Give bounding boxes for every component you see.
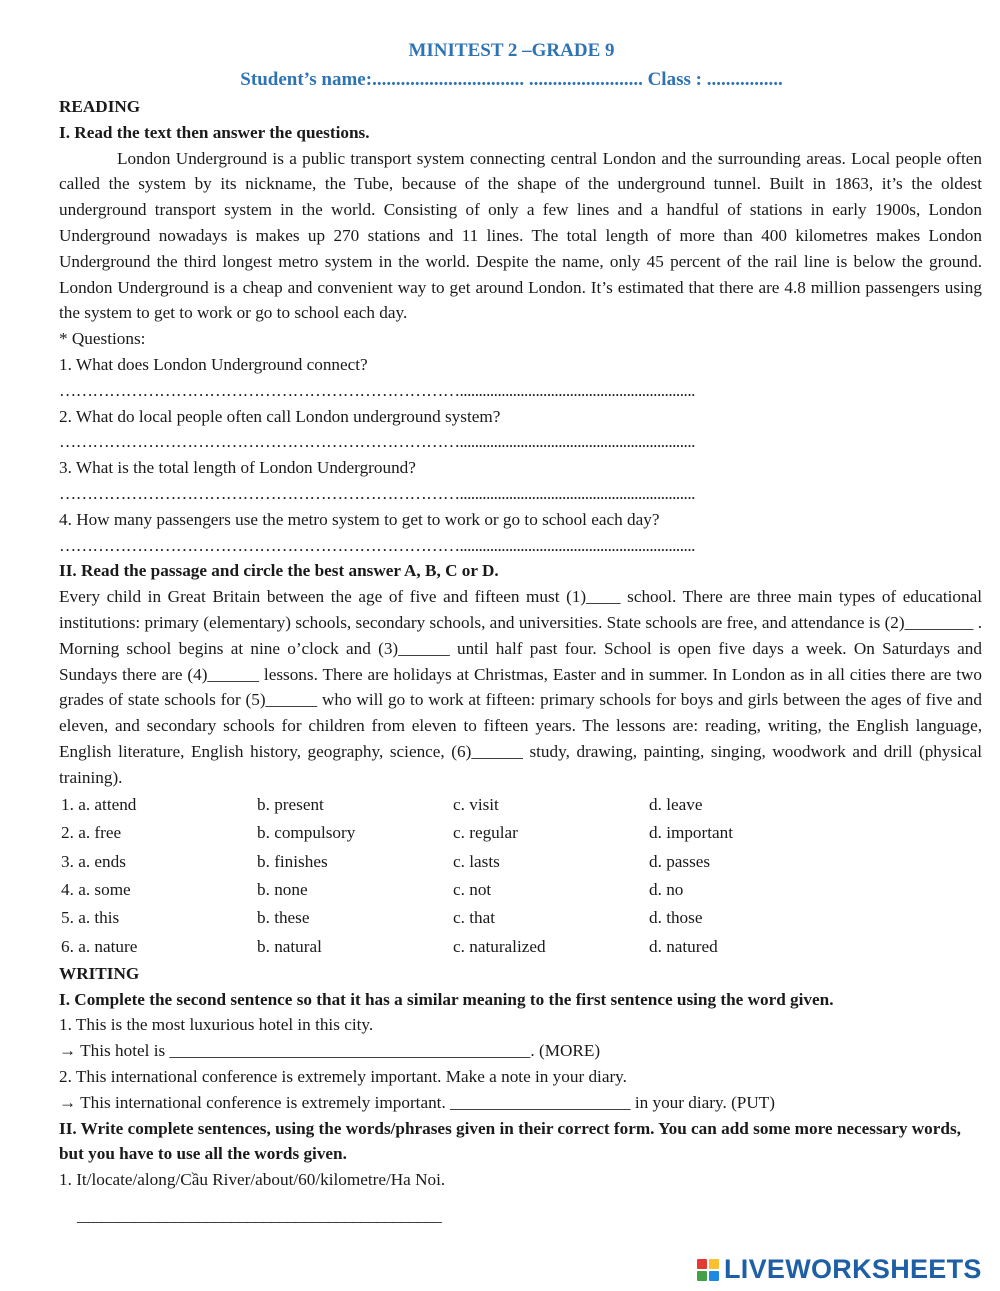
option-5d[interactable]: d. those: [649, 908, 703, 928]
option-1c[interactable]: c. visit: [453, 794, 499, 814]
writing-item-2-answer[interactable]: → This international conference is extremely important. _____________________ in your diary. (PUT): [59, 1092, 775, 1112]
answer-line-3[interactable]: ………………………………………………………………..............................................................: [59, 483, 695, 503]
writing-part2-instruction: II. Write complete sentences, using the words/phrases given in their correct form. You can add some more necessary words, but you have to use all the words given.: [59, 1118, 961, 1164]
worksheet: [59, 36, 982, 1229]
option-2a[interactable]: 2. a. free: [61, 823, 122, 843]
option-2c[interactable]: c. regular: [453, 823, 518, 843]
worksheet-title: MINITEST 2 –GRADE 9: [408, 40, 615, 61]
option-1b[interactable]: b. present: [257, 794, 324, 814]
option-1d[interactable]: d. leave: [649, 794, 703, 814]
option-6c[interactable]: c. naturalized: [453, 936, 546, 956]
option-1a[interactable]: 1. a. attend: [61, 794, 137, 814]
logo-square-green: [697, 1271, 707, 1281]
option-4c[interactable]: c. not: [453, 879, 492, 899]
questions-label: * Questions:: [59, 329, 146, 349]
option-row: [59, 791, 982, 819]
question-3: 3. What is the total length of London Underground?: [59, 458, 416, 478]
reading-part1-instruction: I. Read the text then answer the questions.: [59, 122, 370, 142]
logo-square-red: [697, 1259, 707, 1269]
option-6d[interactable]: d. natured: [649, 936, 718, 956]
options-table: [59, 791, 982, 961]
writing-heading: WRITING: [59, 963, 140, 983]
question-2: 2. What do local people often call London underground system?: [59, 406, 501, 426]
option-row: [59, 932, 982, 960]
option-5a[interactable]: 5. a. this: [61, 908, 120, 928]
option-6b[interactable]: b. natural: [257, 936, 322, 956]
option-5b[interactable]: b. these: [257, 908, 310, 928]
option-3a[interactable]: 3. a. ends: [61, 851, 126, 871]
option-row: [59, 847, 982, 875]
answer-line-4[interactable]: ………………………………………………………………..............................................................: [59, 535, 695, 555]
writing-item-2: 2. This international conference is extremely important. Make a note in your diary.: [59, 1067, 627, 1087]
option-3b[interactable]: b. finishes: [257, 851, 328, 871]
option-5c[interactable]: c. that: [453, 908, 495, 928]
option-3d[interactable]: d. passes: [649, 851, 711, 871]
writing-item-1: 1. This is the most luxurious hotel in this city.: [59, 1015, 374, 1035]
option-4b[interactable]: b. none: [257, 879, 308, 899]
reading-heading: READING: [59, 97, 141, 116]
option-row: [59, 904, 982, 932]
reading-passage-1: London Underground is a public transport system connecting central London and the surrounding areas. Local people often called the system by its nickname, the Tube, because of the shape of the underground tunnel. Built in 1863, it’s the oldest underground transport system in the world. Consisting of only a few lines and a handful of stations in early 1900s, London Underground nowadays is makes up 270 stations and 11 lines. The total length of more than 400 kilometres makes London Underground the third longest metro system in the world. Despite the name, only 45 percent of the rail line is below the ground. London Underground is a cheap and convenient way to get around London. It’s estimated that there are 4.8 million passengers using the system to get to work or go to school each day.: [59, 148, 982, 323]
writing-part2-item-1: 1. It/locate/along/Cầu River/about/60/kilometre/Ha Noi.: [59, 1170, 446, 1190]
writing-part1-instruction: I. Complete the second sentence so that it has a similar meaning to the first sentence using the word given.: [59, 989, 834, 1009]
answer-line-2[interactable]: ………………………………………………………………..............................................................: [59, 432, 695, 452]
liveworksheets-logo-text: LIVEWORKSHEETS: [724, 1254, 982, 1284]
question-4: 4. How many passengers use the metro system to get to work or go to school each day?: [59, 509, 660, 529]
answer-line-1[interactable]: ………………………………………………………………..............................................................: [59, 380, 695, 400]
reading-part2-instruction: II. Read the passage and circle the best answer A, B, C or D.: [59, 561, 499, 581]
student-info-line: Student’s name:................................ ........................ Class : ................: [240, 69, 783, 90]
question-1: 1. What does London Underground connect?: [59, 354, 368, 374]
writing-item-1-answer[interactable]: → This hotel is __________________________________________. (MORE): [59, 1041, 601, 1061]
option-3c[interactable]: c. lasts: [453, 851, 500, 871]
option-row: [59, 819, 982, 847]
option-4a[interactable]: 4. a. some: [61, 879, 131, 899]
option-row: [59, 876, 982, 904]
logo-square-blue: [709, 1271, 719, 1281]
option-2b[interactable]: b. compulsory: [257, 823, 356, 843]
liveworksheets-logo: [697, 1254, 982, 1285]
reading-passage-2: Every child in Great Britain between the age of five and fifteen must (1)____ school. There are three main types of educational institutions: primary (elementary) schools, secondary schools, and universities. State schools are free, and attendance is (2)________ . Morning school begins at nine o’clock and (3)______ until half past four. School is open five days a week. On Saturdays and Sundays there are (4)______ lessons. There are holidays at Christmas, Easter and in summer. In London as in all cities there are two grades of state schools for (5)______ who will go to work at fifteen: primary schools for boys and girls between the ages of five and eleven, and secondary schools for children from eleven to fifteen years. The lessons are: reading, writing, the English language, English literature, English history, geography, science, (6)______ study, drawing, painting, singing, woodwork and drill (physical training).: [59, 587, 982, 787]
logo-square-yellow: [709, 1259, 719, 1269]
option-4d[interactable]: d. no: [649, 879, 684, 899]
option-6a[interactable]: 6. a. nature: [61, 936, 138, 956]
writing-part2-answer-line[interactable]: _____________________________________________: [77, 1206, 442, 1226]
liveworksheets-logo-icon: [697, 1259, 719, 1281]
option-2d[interactable]: d. important: [649, 823, 734, 843]
